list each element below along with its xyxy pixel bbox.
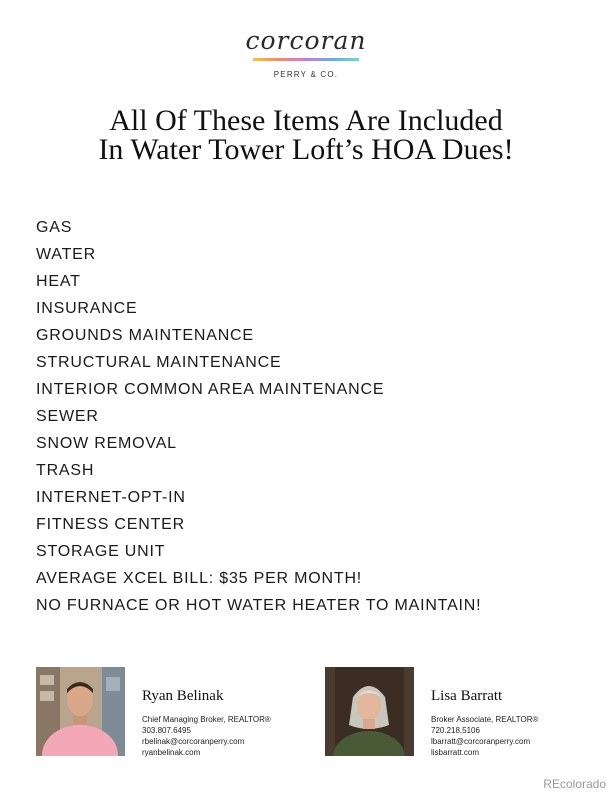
agent-email[interactable]: lbarratt@corcoranperry.com	[431, 737, 531, 746]
agent-email[interactable]: rbelinak@corcoranperry.com	[142, 737, 245, 746]
list-item: SEWER	[36, 408, 99, 425]
list-item: HEAT	[36, 273, 81, 290]
list-item: GAS	[36, 219, 73, 236]
list-item: FITNESS CENTER	[36, 516, 185, 533]
included-items-list	[36, 214, 481, 619]
agent-phone[interactable]: 303.807.6495	[142, 726, 191, 735]
agent-title: Chief Managing Broker, REALTOR®	[142, 715, 271, 724]
brand-color-bar	[253, 58, 359, 61]
agent-phone[interactable]: 720.218.5106	[431, 726, 480, 735]
list-item: AVERAGE XCEL BILL: $35 PER MONTH!	[36, 570, 363, 587]
list-item: INTERIOR COMMON AREA MAINTENANCE	[36, 381, 385, 398]
headline-line-1: All Of These Items Are Included	[109, 104, 503, 137]
list-item: NO FURNACE OR HOT WATER HEATER TO MAINTAIN!	[36, 597, 482, 614]
brand-wordmark: corcoran	[245, 26, 367, 55]
agent-info-ryan	[142, 687, 332, 758]
agent-info-lisa	[431, 687, 612, 758]
agent-title: Broker Associate, REALTOR®	[431, 715, 539, 724]
brand-subtitle: PERRY & CO.	[273, 70, 339, 79]
brand-logo	[0, 26, 612, 79]
agent-portrait-icon	[325, 667, 414, 756]
page-headline	[0, 106, 612, 164]
list-item: INTERNET-OPT-IN	[36, 489, 186, 506]
agent-photo-ryan	[36, 667, 125, 756]
list-item: TRASH	[36, 462, 95, 479]
agent-website[interactable]: ryanbelinak.com	[142, 748, 201, 757]
list-item: STRUCTURAL MAINTENANCE	[36, 354, 282, 371]
agent-website[interactable]: lisbarratt.com	[431, 748, 480, 757]
agent-portrait-icon	[36, 667, 125, 756]
headline-line-2: In Water Tower Loft’s HOA Dues!	[98, 133, 514, 166]
list-item: WATER	[36, 246, 96, 263]
agent-photo-lisa	[325, 667, 414, 756]
list-item: SNOW REMOVAL	[36, 435, 177, 452]
agent-name: Lisa Barratt	[431, 688, 503, 704]
list-item: GROUNDS MAINTENANCE	[36, 327, 254, 344]
agent-name: Ryan Belinak	[142, 688, 224, 704]
list-item: INSURANCE	[36, 300, 138, 317]
list-item: STORAGE UNIT	[36, 543, 166, 560]
source-watermark: REcolorado	[543, 777, 606, 791]
